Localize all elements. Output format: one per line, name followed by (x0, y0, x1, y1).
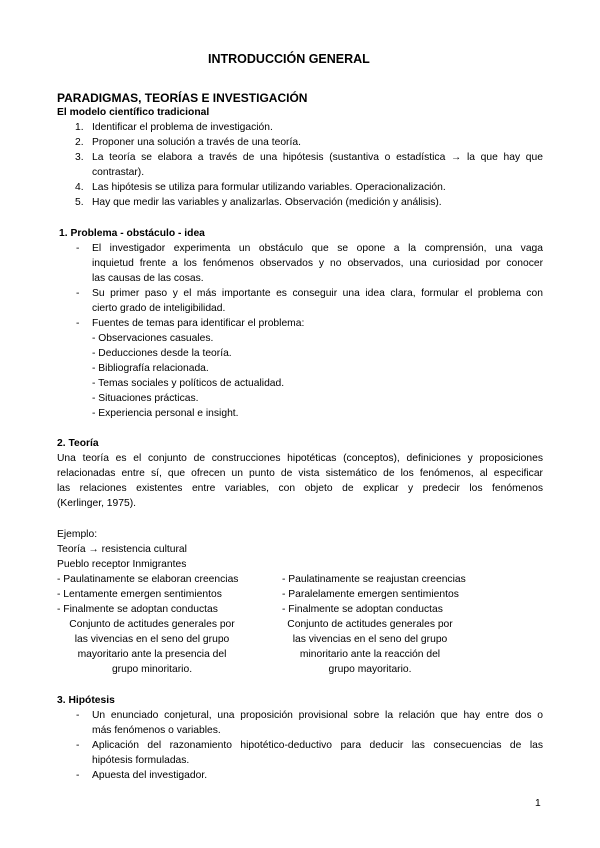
bullet-dash: - (76, 243, 80, 254)
left-column-summary: grupo minoritario. (111, 664, 193, 675)
bullet-text: Su primer paso y el más importante es conseguir una idea clara, formular el problema con (92, 288, 543, 299)
bullet-dash: - (76, 318, 80, 329)
bullet-text: cierto grado de inteligibilidad. (92, 303, 226, 314)
bullet-dash: - (76, 288, 80, 299)
left-column-item: - Lentamente emergen sentimientos (57, 589, 222, 600)
problema-heading: 1. Problema - obstáculo - idea (59, 228, 205, 239)
bullet-dash: - (76, 740, 80, 751)
step-text: contrastar). (92, 167, 145, 178)
left-column-summary: las vivencias en el seno del grupo (74, 634, 230, 645)
left-column-item: - Finalmente se adoptan conductas (57, 604, 218, 615)
page-number: 1 (535, 798, 541, 809)
right-column-summary: minoritario ante la reacción del (299, 649, 441, 660)
fuente-item: - Temas sociales y políticos de actualidad. (92, 378, 285, 389)
right-column-item: - Paralelamente emergen sentimientos (282, 589, 459, 600)
fuente-item: - Observaciones casuales. (92, 333, 214, 344)
ejemplo-label: Ejemplo: (57, 529, 98, 540)
step-number: 2. (75, 137, 84, 148)
fuente-item: - Situaciones prácticas. (92, 393, 199, 404)
bullet-text: inquietud frente a los fenómenos observados y no observados, una curiosidad por conocer (92, 258, 543, 269)
right-column-summary: grupo mayoritario. (328, 664, 412, 675)
step-text: Hay que medir las variables y analizarlas. Observación (medición y análisis). (92, 197, 442, 208)
right-column-summary: Conjunto de actitudes generales por (287, 619, 453, 630)
bullet-text: hipótesis formuladas. (92, 755, 190, 766)
step-number: 3. (75, 152, 84, 163)
step-text: Proponer una solución a través de una teoría. (92, 137, 301, 148)
section-heading: PARADIGMAS, TEORÍAS E INVESTIGACIÓN (57, 91, 308, 105)
bullet-text: Fuentes de temas para identificar el problema: (92, 318, 305, 329)
fuente-item: - Deducciones desde la teoría. (92, 348, 232, 359)
fuente-item: - Experiencia personal e insight. (92, 408, 239, 419)
step-number: 4. (75, 182, 84, 193)
bullet-text: las causas de las cosas. (92, 273, 204, 284)
page-title: INTRODUCCIÓN GENERAL (208, 52, 370, 66)
teoria-paragraph-line: relacionadas entre sí, que ofrecen un punto de vista sistemático de los fenómenos, al especificar (57, 468, 543, 479)
teoria-paragraph-line: (Kerlinger, 1975). (57, 498, 136, 509)
teoria-paragraph-line: las relaciones existentes entre variables, con objeto de explicar y predecir los fenómenos (57, 483, 543, 494)
left-column-summary: mayoritario ante la presencia del (77, 649, 227, 660)
step-text: La teoría se elabora a través de una hipótesis (sustantiva o estadística → la que hay que (92, 152, 543, 163)
bullet-text: El investigador experimenta un obstáculo que se opone a la comprensión, una vaga (92, 243, 543, 254)
step-text: Identificar el problema de investigación. (92, 122, 273, 133)
fuente-item: - Bibliografía relacionada. (92, 363, 209, 374)
teoria-heading: 2. Teoría (57, 438, 99, 449)
bullet-dash: - (76, 770, 80, 781)
step-number: 1. (75, 122, 84, 133)
left-column-item: - Paulatinamente se elaboran creencias (57, 574, 239, 585)
left-column-summary: Conjunto de actitudes generales por (69, 619, 235, 630)
ejemplo-line: Pueblo receptor Inmigrantes (57, 559, 187, 570)
section-subheading: El modelo científico tradicional (57, 107, 210, 118)
right-column-summary: las vivencias en el seno del grupo (292, 634, 448, 645)
step-number: 5. (75, 197, 84, 208)
bullet-text: Aplicación del razonamiento hipotético-deductivo para deducir las consecuencias de las (92, 740, 543, 751)
right-column-item: - Paulatinamente se reajustan creencias (282, 574, 466, 585)
bullet-dash: - (76, 710, 80, 721)
step-text: Las hipótesis se utiliza para formular utilizando variables. Operacionalización. (92, 182, 446, 193)
hipotesis-heading: 3. Hipótesis (57, 695, 115, 706)
bullet-text: Apuesta del investigador. (92, 770, 208, 781)
bullet-text: más fenómenos o variables. (92, 725, 221, 736)
bullet-text: Un enunciado conjetural, una proposición provisional sobre la relación que hay entre dos o (92, 710, 543, 721)
ejemplo-line: Teoría → resistencia cultural (57, 544, 187, 555)
teoria-paragraph-line: Una teoría es el conjunto de construcciones hipotéticas (conceptos), definiciones y proposiciones (57, 453, 543, 464)
right-column-item: - Finalmente se adoptan conductas (282, 604, 443, 615)
